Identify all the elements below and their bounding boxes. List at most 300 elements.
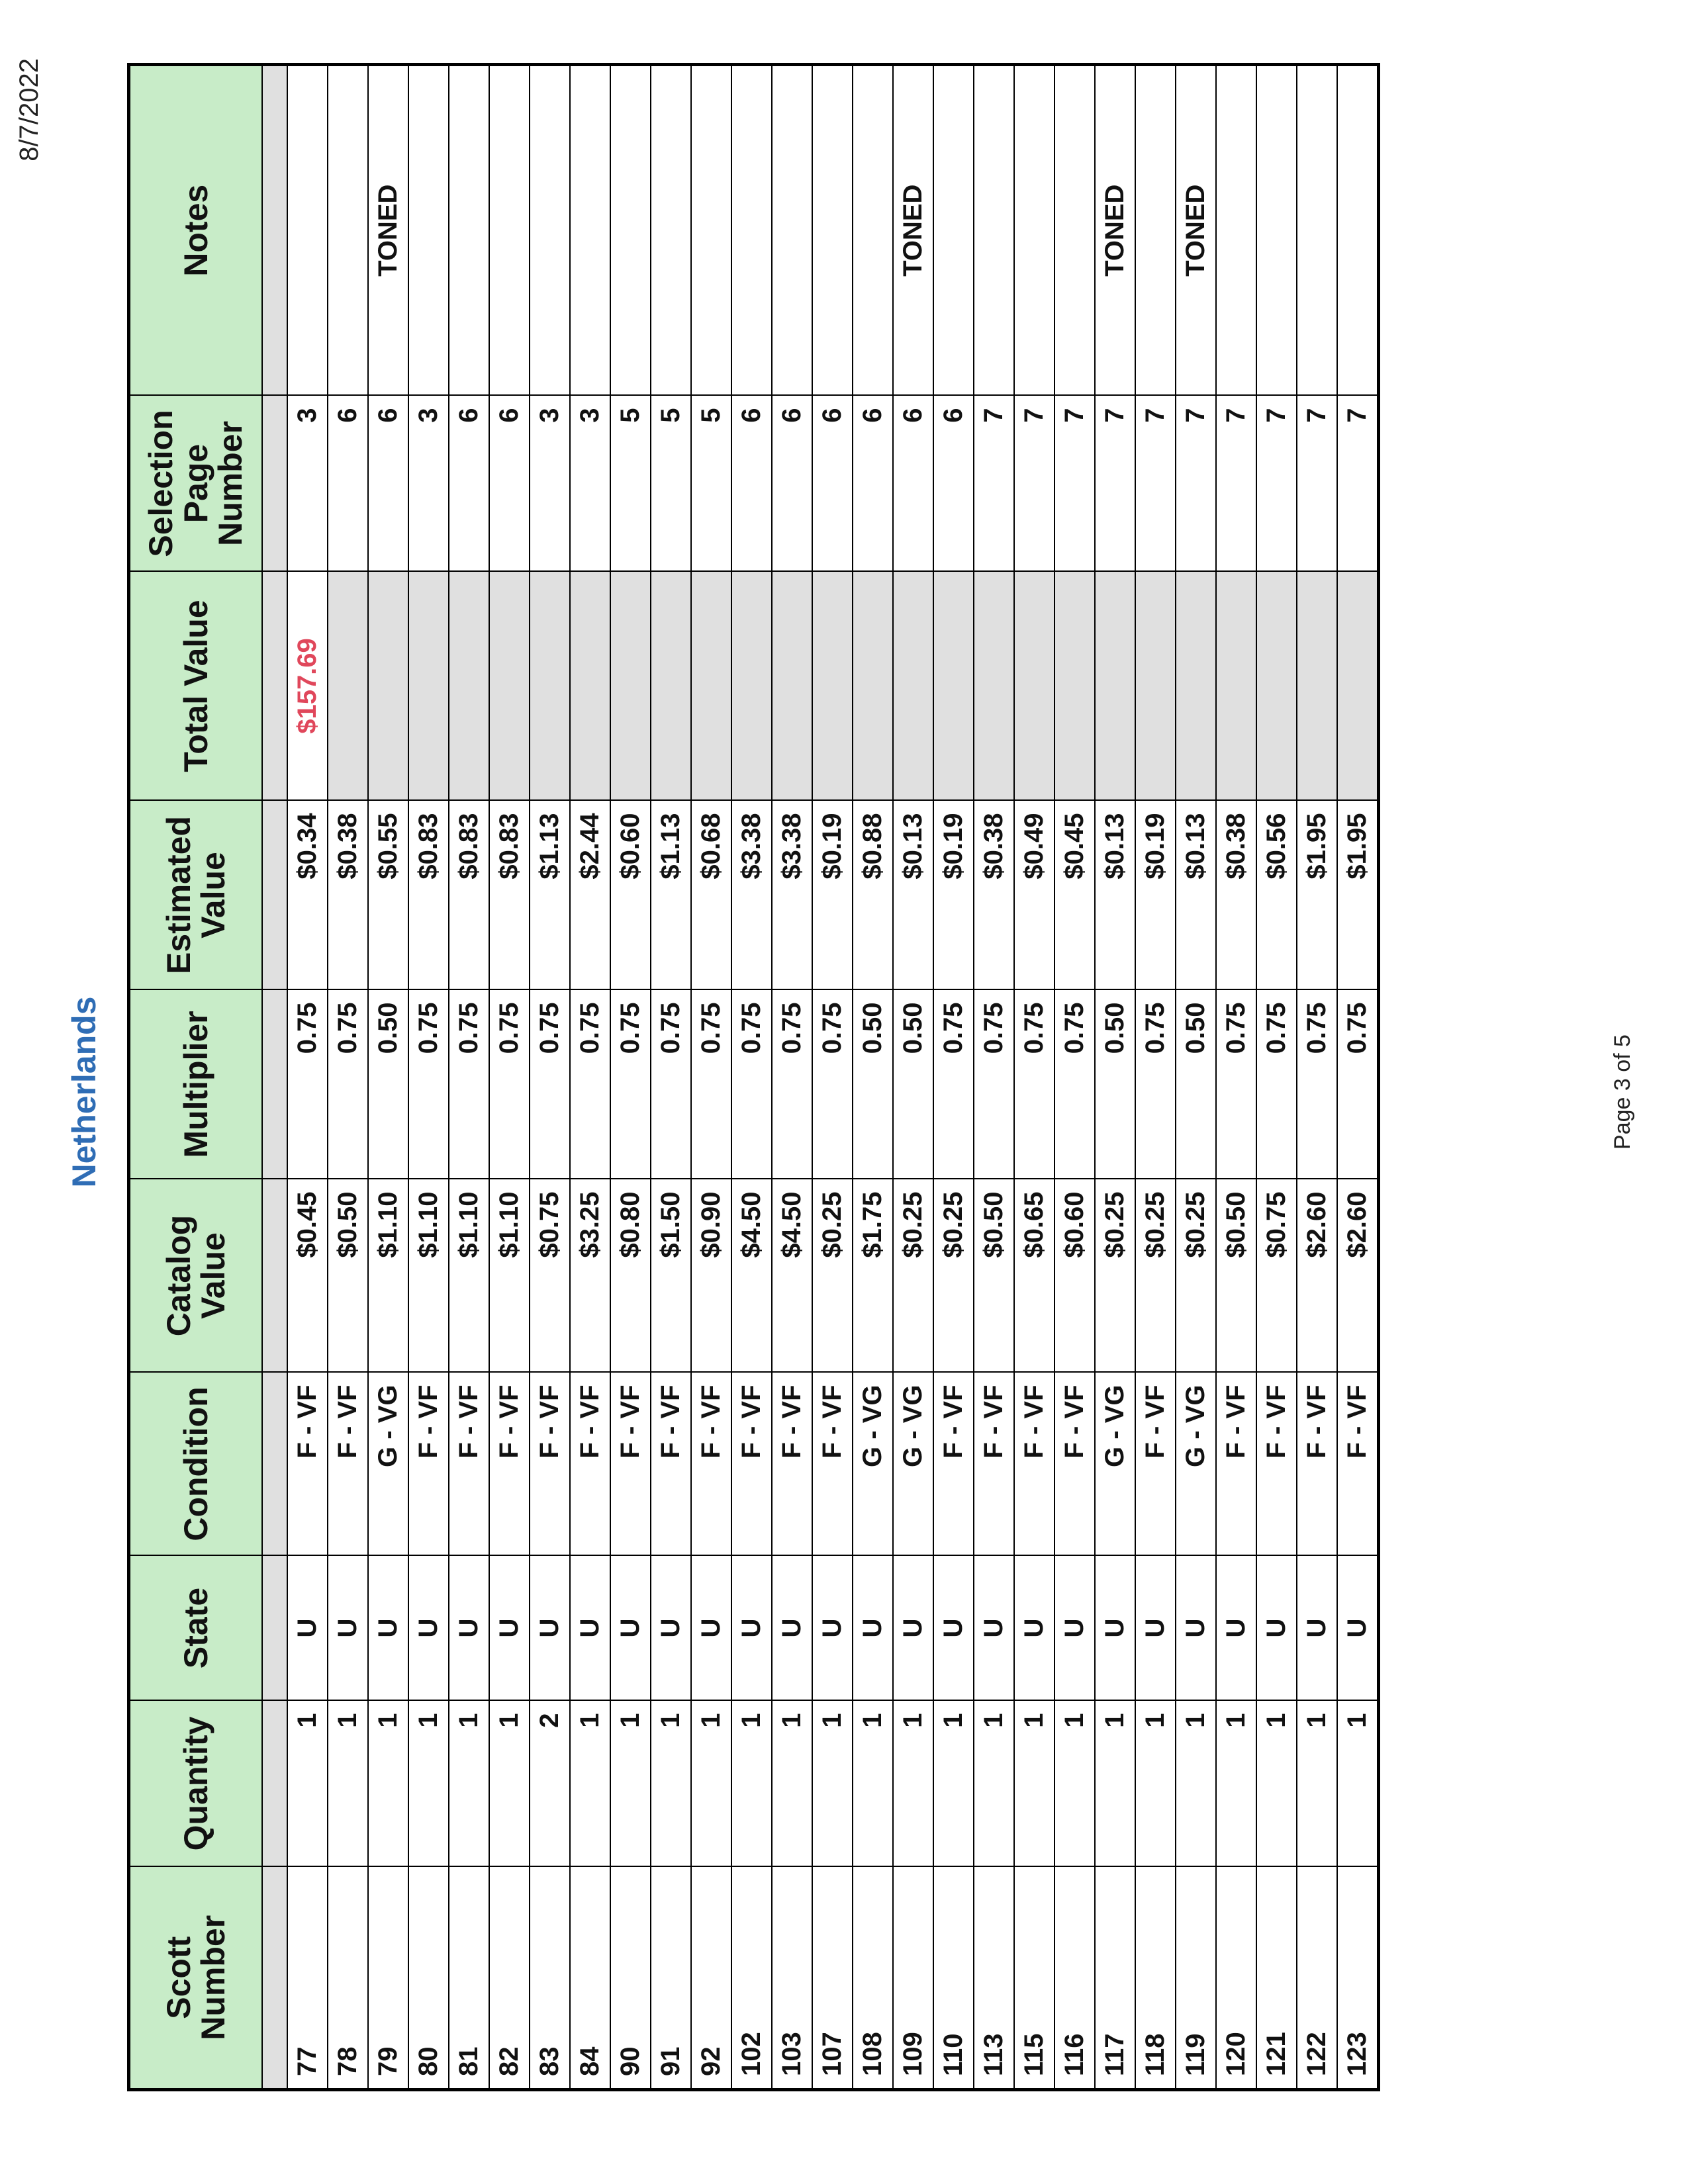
catalog-value-cell: $0.25: [1135, 1179, 1176, 1373]
state-cell: U: [651, 1556, 691, 1701]
selection-page-cell: 7: [1014, 396, 1055, 572]
estimated-value-cell: $0.13: [893, 801, 933, 990]
notes-cell: [408, 65, 449, 396]
selection-page-cell: 7: [1337, 396, 1379, 572]
estimated-value-cell: $0.56: [1256, 801, 1297, 990]
notes-cell: [287, 65, 328, 396]
table-row: [731, 65, 772, 2090]
state-cell: U: [1337, 1556, 1379, 1701]
catalog-value-cell: $4.50: [731, 1179, 772, 1373]
table-row: [530, 65, 570, 2090]
estimated-value-cell: $0.55: [368, 801, 408, 990]
catalog-value-cell: $1.75: [853, 1179, 893, 1373]
table-row: [1055, 65, 1095, 2090]
total-value-cell: [933, 572, 974, 801]
catalog-value-cell: $0.25: [1095, 1179, 1135, 1373]
state-cell: U: [1014, 1556, 1055, 1701]
print-date: 8/7/2022: [15, 58, 44, 161]
total-value-cell: [1297, 572, 1337, 801]
scott-number-cell: 123: [1337, 1867, 1379, 2090]
selection-page-cell: 6: [328, 396, 368, 572]
estimated-value-cell: $0.88: [853, 801, 893, 990]
catalog-value-cell: $0.50: [974, 1179, 1014, 1373]
scott-number-cell: 118: [1135, 1867, 1176, 2090]
estimated-value-cell: $0.19: [1135, 801, 1176, 990]
catalog-value-cell: $0.25: [812, 1179, 853, 1373]
table-row: [368, 65, 408, 2090]
estimated-value-cell: $0.83: [489, 801, 530, 990]
notes-cell: [570, 65, 610, 396]
scott-number-cell: 80: [408, 1867, 449, 2090]
col-header-scott-number: Scott Number: [129, 1867, 263, 2090]
notes-cell: [328, 65, 368, 396]
scott-number-cell: 92: [691, 1867, 731, 2090]
catalog-value-cell: $1.10: [408, 1179, 449, 1373]
notes-cell: [691, 65, 731, 396]
col-header-estimated-value: Estimated Value: [129, 801, 263, 990]
estimated-value-cell: $1.13: [651, 801, 691, 990]
selection-page-cell: 6: [933, 396, 974, 572]
estimated-value-cell: $0.83: [408, 801, 449, 990]
quantity-cell: 1: [691, 1701, 731, 1867]
table-row: [449, 65, 489, 2090]
selection-page-cell: 7: [1176, 396, 1216, 572]
col-header-state: State: [129, 1556, 263, 1701]
condition-cell: F - VF: [1256, 1373, 1297, 1556]
multiplier-cell: 0.75: [449, 990, 489, 1179]
condition-cell: F - VF: [933, 1373, 974, 1556]
state-cell: U: [287, 1556, 328, 1701]
catalog-value-cell: $2.60: [1337, 1179, 1379, 1373]
condition-cell: F - VF: [328, 1373, 368, 1556]
condition-cell: F - VF: [772, 1373, 812, 1556]
total-value-cell: [328, 572, 368, 801]
scott-number-cell: 109: [893, 1867, 933, 2090]
condition-cell: F - VF: [651, 1373, 691, 1556]
selection-page-cell: 7: [974, 396, 1014, 572]
notes-cell: [1055, 65, 1095, 396]
table-row: [1095, 65, 1135, 2090]
state-cell: U: [812, 1556, 853, 1701]
total-value-cell: [974, 572, 1014, 801]
notes-cell: [812, 65, 853, 396]
condition-cell: G - VG: [853, 1373, 893, 1556]
col-header-multiplier: Multiplier: [129, 990, 263, 1179]
scott-number-cell: 119: [1176, 1867, 1216, 2090]
selection-page-cell: 7: [1216, 396, 1256, 572]
state-cell: U: [1095, 1556, 1135, 1701]
selection-page-cell: 3: [287, 396, 328, 572]
scott-number-cell: 90: [610, 1867, 651, 2090]
total-value-cell: [651, 572, 691, 801]
selection-page-cell: 7: [1055, 396, 1095, 572]
selection-page-cell: 7: [1297, 396, 1337, 572]
state-cell: U: [933, 1556, 974, 1701]
total-value-cell: [489, 572, 530, 801]
selection-page-cell: 5: [651, 396, 691, 572]
estimated-value-cell: $0.13: [1095, 801, 1135, 990]
multiplier-cell: 0.75: [812, 990, 853, 1179]
condition-cell: F - VF: [691, 1373, 731, 1556]
catalog-value-cell: $1.10: [449, 1179, 489, 1373]
table-row: [1337, 65, 1379, 2090]
total-value-cell: [1176, 572, 1216, 801]
scott-number-cell: 121: [1256, 1867, 1297, 2090]
scott-number-cell: 79: [368, 1867, 408, 2090]
notes-cell: [731, 65, 772, 396]
selection-page-cell: 3: [570, 396, 610, 572]
selection-page-cell: 6: [853, 396, 893, 572]
selection-page-cell: 6: [731, 396, 772, 572]
notes-cell: TONED: [893, 65, 933, 396]
multiplier-cell: 0.75: [691, 990, 731, 1179]
estimated-value-cell: $0.13: [1176, 801, 1216, 990]
multiplier-cell: 0.75: [1055, 990, 1095, 1179]
condition-cell: F - VF: [530, 1373, 570, 1556]
catalog-value-cell: $3.25: [570, 1179, 610, 1373]
scott-number-cell: 83: [530, 1867, 570, 2090]
table-row: [1297, 65, 1337, 2090]
quantity-cell: 1: [1176, 1701, 1216, 1867]
state-cell: U: [1216, 1556, 1256, 1701]
quantity-cell: 1: [731, 1701, 772, 1867]
selection-page-cell: 5: [610, 396, 651, 572]
scott-number-cell: 117: [1095, 1867, 1135, 2090]
selection-page-cell: 5: [691, 396, 731, 572]
catalog-value-cell: $1.50: [651, 1179, 691, 1373]
notes-cell: [1014, 65, 1055, 396]
scott-number-cell: 84: [570, 1867, 610, 2090]
scott-number-cell: 81: [449, 1867, 489, 2090]
estimated-value-cell: $0.19: [812, 801, 853, 990]
condition-cell: F - VF: [287, 1373, 328, 1556]
table-row: [287, 65, 328, 2090]
selection-page-cell: 6: [368, 396, 408, 572]
selection-page-cell: 3: [408, 396, 449, 572]
selection-page-cell: 3: [530, 396, 570, 572]
scott-number-cell: 110: [933, 1867, 974, 2090]
catalog-value-cell: $1.10: [368, 1179, 408, 1373]
selection-page-cell: 6: [812, 396, 853, 572]
table-row: [691, 65, 731, 2090]
quantity-cell: 1: [570, 1701, 610, 1867]
table-row: [853, 65, 893, 2090]
state-cell: U: [368, 1556, 408, 1701]
condition-cell: G - VG: [1095, 1373, 1135, 1556]
condition-cell: F - VF: [408, 1373, 449, 1556]
multiplier-cell: 0.75: [287, 990, 328, 1179]
condition-cell: F - VF: [1337, 1373, 1379, 1556]
estimated-value-cell: $0.19: [933, 801, 974, 990]
estimated-value-cell: $0.60: [610, 801, 651, 990]
state-cell: U: [691, 1556, 731, 1701]
notes-cell: [1135, 65, 1176, 396]
multiplier-cell: 0.50: [368, 990, 408, 1179]
condition-cell: F - VF: [489, 1373, 530, 1556]
total-value-cell: [449, 572, 489, 801]
table-row: [610, 65, 651, 2090]
state-cell: U: [974, 1556, 1014, 1701]
table-row: [1256, 65, 1297, 2090]
scott-number-cell: 78: [328, 1867, 368, 2090]
catalog-value-cell: $0.25: [1176, 1179, 1216, 1373]
multiplier-cell: 0.75: [328, 990, 368, 1179]
state-cell: U: [408, 1556, 449, 1701]
quantity-cell: 1: [1256, 1701, 1297, 1867]
multiplier-cell: 0.75: [974, 990, 1014, 1179]
catalog-value-cell: $0.50: [328, 1179, 368, 1373]
multiplier-cell: 0.75: [1135, 990, 1176, 1179]
quantity-cell: 2: [530, 1701, 570, 1867]
selection-page-cell: 7: [1256, 396, 1297, 572]
col-header-condition: Condition: [129, 1373, 263, 1556]
estimated-value-cell: $0.38: [328, 801, 368, 990]
multiplier-cell: 0.75: [1297, 990, 1337, 1179]
state-cell: U: [610, 1556, 651, 1701]
selection-page-cell: 6: [489, 396, 530, 572]
estimated-value-cell: $3.38: [731, 801, 772, 990]
selection-page-cell: 7: [1135, 396, 1176, 572]
catalog-value-cell: $0.80: [610, 1179, 651, 1373]
multiplier-cell: 0.75: [651, 990, 691, 1179]
estimated-value-cell: $0.45: [1055, 801, 1095, 990]
scott-number-cell: 116: [1055, 1867, 1095, 2090]
multiplier-cell: 0.50: [853, 990, 893, 1179]
scott-number-cell: 82: [489, 1867, 530, 2090]
total-value-cell: [731, 572, 772, 801]
multiplier-cell: 0.50: [893, 990, 933, 1179]
notes-cell: [610, 65, 651, 396]
multiplier-cell: 0.75: [933, 990, 974, 1179]
catalog-value-cell: $0.65: [1014, 1179, 1055, 1373]
multiplier-cell: 0.50: [1095, 990, 1135, 1179]
col-header-total-value: Total Value: [129, 572, 263, 801]
scott-number-cell: 115: [1014, 1867, 1055, 2090]
col-header-quantity: Quantity: [129, 1701, 263, 1867]
multiplier-cell: 0.75: [1216, 990, 1256, 1179]
condition-cell: F - VF: [570, 1373, 610, 1556]
multiplier-cell: 0.75: [408, 990, 449, 1179]
total-value-cell: [530, 572, 570, 801]
estimated-value-cell: $0.68: [691, 801, 731, 990]
notes-cell: TONED: [1176, 65, 1216, 396]
state-cell: U: [1135, 1556, 1176, 1701]
catalog-value-cell: $0.90: [691, 1179, 731, 1373]
quantity-cell: 1: [1055, 1701, 1095, 1867]
total-value-cell: [1135, 572, 1176, 801]
condition-cell: F - VF: [974, 1373, 1014, 1556]
estimated-value-cell: $0.38: [1216, 801, 1256, 990]
condition-cell: F - VF: [1297, 1373, 1337, 1556]
total-value-cell: [1014, 572, 1055, 801]
table-row: [974, 65, 1014, 2090]
page-number-footer: Page 3 of 5: [1610, 1034, 1635, 1150]
quantity-cell: 1: [651, 1701, 691, 1867]
state-cell: U: [1297, 1556, 1337, 1701]
notes-cell: TONED: [368, 65, 408, 396]
table-row: [893, 65, 933, 2090]
quantity-cell: 1: [1095, 1701, 1135, 1867]
catalog-value-cell: $0.75: [1256, 1179, 1297, 1373]
condition-cell: F - VF: [1216, 1373, 1256, 1556]
total-value-cell: [812, 572, 853, 801]
quantity-cell: 1: [812, 1701, 853, 1867]
quantity-cell: 1: [1014, 1701, 1055, 1867]
notes-cell: [489, 65, 530, 396]
quantity-cell: 1: [772, 1701, 812, 1867]
table-row: [812, 65, 853, 2090]
quantity-cell: 1: [328, 1701, 368, 1867]
notes-cell: [1297, 65, 1337, 396]
catalog-value-cell: $0.60: [1055, 1179, 1095, 1373]
condition-cell: G - VG: [893, 1373, 933, 1556]
selection-page-cell: 7: [1095, 396, 1135, 572]
selection-page-cell: 6: [449, 396, 489, 572]
selection-page-cell: 6: [893, 396, 933, 572]
notes-cell: [933, 65, 974, 396]
quantity-cell: 1: [1135, 1701, 1176, 1867]
quantity-cell: 1: [1337, 1701, 1379, 1867]
estimated-value-cell: $3.38: [772, 801, 812, 990]
notes-cell: [530, 65, 570, 396]
scott-number-cell: 122: [1297, 1867, 1337, 2090]
condition-cell: G - VG: [1176, 1373, 1216, 1556]
multiplier-cell: 0.75: [1337, 990, 1379, 1179]
col-header-selection-page-number: Selection Page Number: [129, 396, 263, 572]
notes-cell: [1216, 65, 1256, 396]
table-row: [408, 65, 449, 2090]
table-row: [489, 65, 530, 2090]
state-cell: U: [1256, 1556, 1297, 1701]
col-header-catalog-value: Catalog Value: [129, 1179, 263, 1373]
page-title: Netherlands: [66, 996, 103, 1188]
estimated-value-cell: $0.83: [449, 801, 489, 990]
multiplier-cell: 0.75: [570, 990, 610, 1179]
state-cell: U: [772, 1556, 812, 1701]
condition-cell: F - VF: [1135, 1373, 1176, 1556]
notes-cell: [853, 65, 893, 396]
quantity-cell: 1: [853, 1701, 893, 1867]
header-spacer-row: [262, 65, 287, 2090]
total-value-cell: [1055, 572, 1095, 801]
total-value-cell: [1337, 572, 1379, 801]
table-row: [1176, 65, 1216, 2090]
table-row: [651, 65, 691, 2090]
quantity-cell: 1: [449, 1701, 489, 1867]
state-cell: U: [489, 1556, 530, 1701]
total-value-cell: [1095, 572, 1135, 801]
state-cell: U: [1055, 1556, 1095, 1701]
scott-number-cell: 107: [812, 1867, 853, 2090]
notes-cell: [651, 65, 691, 396]
table-row: [570, 65, 610, 2090]
notes-cell: [1256, 65, 1297, 396]
quantity-cell: 1: [893, 1701, 933, 1867]
scott-number-cell: 113: [974, 1867, 1014, 2090]
table-row: [772, 65, 812, 2090]
condition-cell: F - VF: [1014, 1373, 1055, 1556]
scott-number-cell: 77: [287, 1867, 328, 2090]
estimated-value-cell: $2.44: [570, 801, 610, 990]
table-row: [1135, 65, 1176, 2090]
catalog-value-cell: $1.10: [489, 1179, 530, 1373]
total-value-cell: [893, 572, 933, 801]
total-value-cell: [772, 572, 812, 801]
multiplier-cell: 0.75: [489, 990, 530, 1179]
condition-cell: F - VF: [449, 1373, 489, 1556]
total-value-cell: [1216, 572, 1256, 801]
total-value-cell: [408, 572, 449, 801]
catalog-value-cell: $0.50: [1216, 1179, 1256, 1373]
notes-cell: [974, 65, 1014, 396]
total-value-amount: $157.69: [287, 572, 328, 801]
col-header-notes: Notes: [129, 65, 263, 396]
estimated-value-cell: $0.38: [974, 801, 1014, 990]
catalog-value-cell: $2.60: [1297, 1179, 1337, 1373]
scott-number-cell: 102: [731, 1867, 772, 2090]
quantity-cell: 1: [287, 1701, 328, 1867]
scott-number-cell: 91: [651, 1867, 691, 2090]
catalog-value-cell: $0.75: [530, 1179, 570, 1373]
quantity-cell: 1: [1297, 1701, 1337, 1867]
multiplier-cell: 0.75: [610, 990, 651, 1179]
quantity-cell: 1: [610, 1701, 651, 1867]
notes-cell: [1337, 65, 1379, 396]
multiplier-cell: 0.50: [1176, 990, 1216, 1179]
estimated-value-cell: $1.95: [1297, 801, 1337, 990]
condition-cell: F - VF: [1055, 1373, 1095, 1556]
quantity-cell: 1: [368, 1701, 408, 1867]
state-cell: U: [530, 1556, 570, 1701]
multiplier-cell: 0.75: [1256, 990, 1297, 1179]
multiplier-cell: 0.75: [530, 990, 570, 1179]
state-cell: U: [449, 1556, 489, 1701]
total-value-cell: [610, 572, 651, 801]
multiplier-cell: 0.75: [772, 990, 812, 1179]
total-value-cell: [853, 572, 893, 801]
inventory-table: [127, 63, 1380, 2091]
multiplier-cell: 0.75: [1014, 990, 1055, 1179]
state-cell: U: [328, 1556, 368, 1701]
quantity-cell: 1: [408, 1701, 449, 1867]
scott-number-cell: 103: [772, 1867, 812, 2090]
multiplier-cell: 0.75: [731, 990, 772, 1179]
total-value-cell: [570, 572, 610, 801]
catalog-value-cell: $0.45: [287, 1179, 328, 1373]
estimated-value-cell: $0.49: [1014, 801, 1055, 990]
notes-cell: [449, 65, 489, 396]
notes-cell: [772, 65, 812, 396]
estimated-value-cell: $0.34: [287, 801, 328, 990]
total-value-cell: [1256, 572, 1297, 801]
table-row: [1014, 65, 1055, 2090]
catalog-value-cell: $4.50: [772, 1179, 812, 1373]
total-value-cell: [368, 572, 408, 801]
scott-number-cell: 108: [853, 1867, 893, 2090]
total-value-cell: [691, 572, 731, 801]
catalog-value-cell: $0.25: [933, 1179, 974, 1373]
quantity-cell: 1: [933, 1701, 974, 1867]
state-cell: U: [570, 1556, 610, 1701]
condition-cell: F - VF: [610, 1373, 651, 1556]
condition-cell: F - VF: [812, 1373, 853, 1556]
condition-cell: F - VF: [731, 1373, 772, 1556]
notes-cell: TONED: [1095, 65, 1135, 396]
header-row: [129, 65, 263, 2090]
estimated-value-cell: $1.13: [530, 801, 570, 990]
state-cell: U: [1176, 1556, 1216, 1701]
state-cell: U: [853, 1556, 893, 1701]
